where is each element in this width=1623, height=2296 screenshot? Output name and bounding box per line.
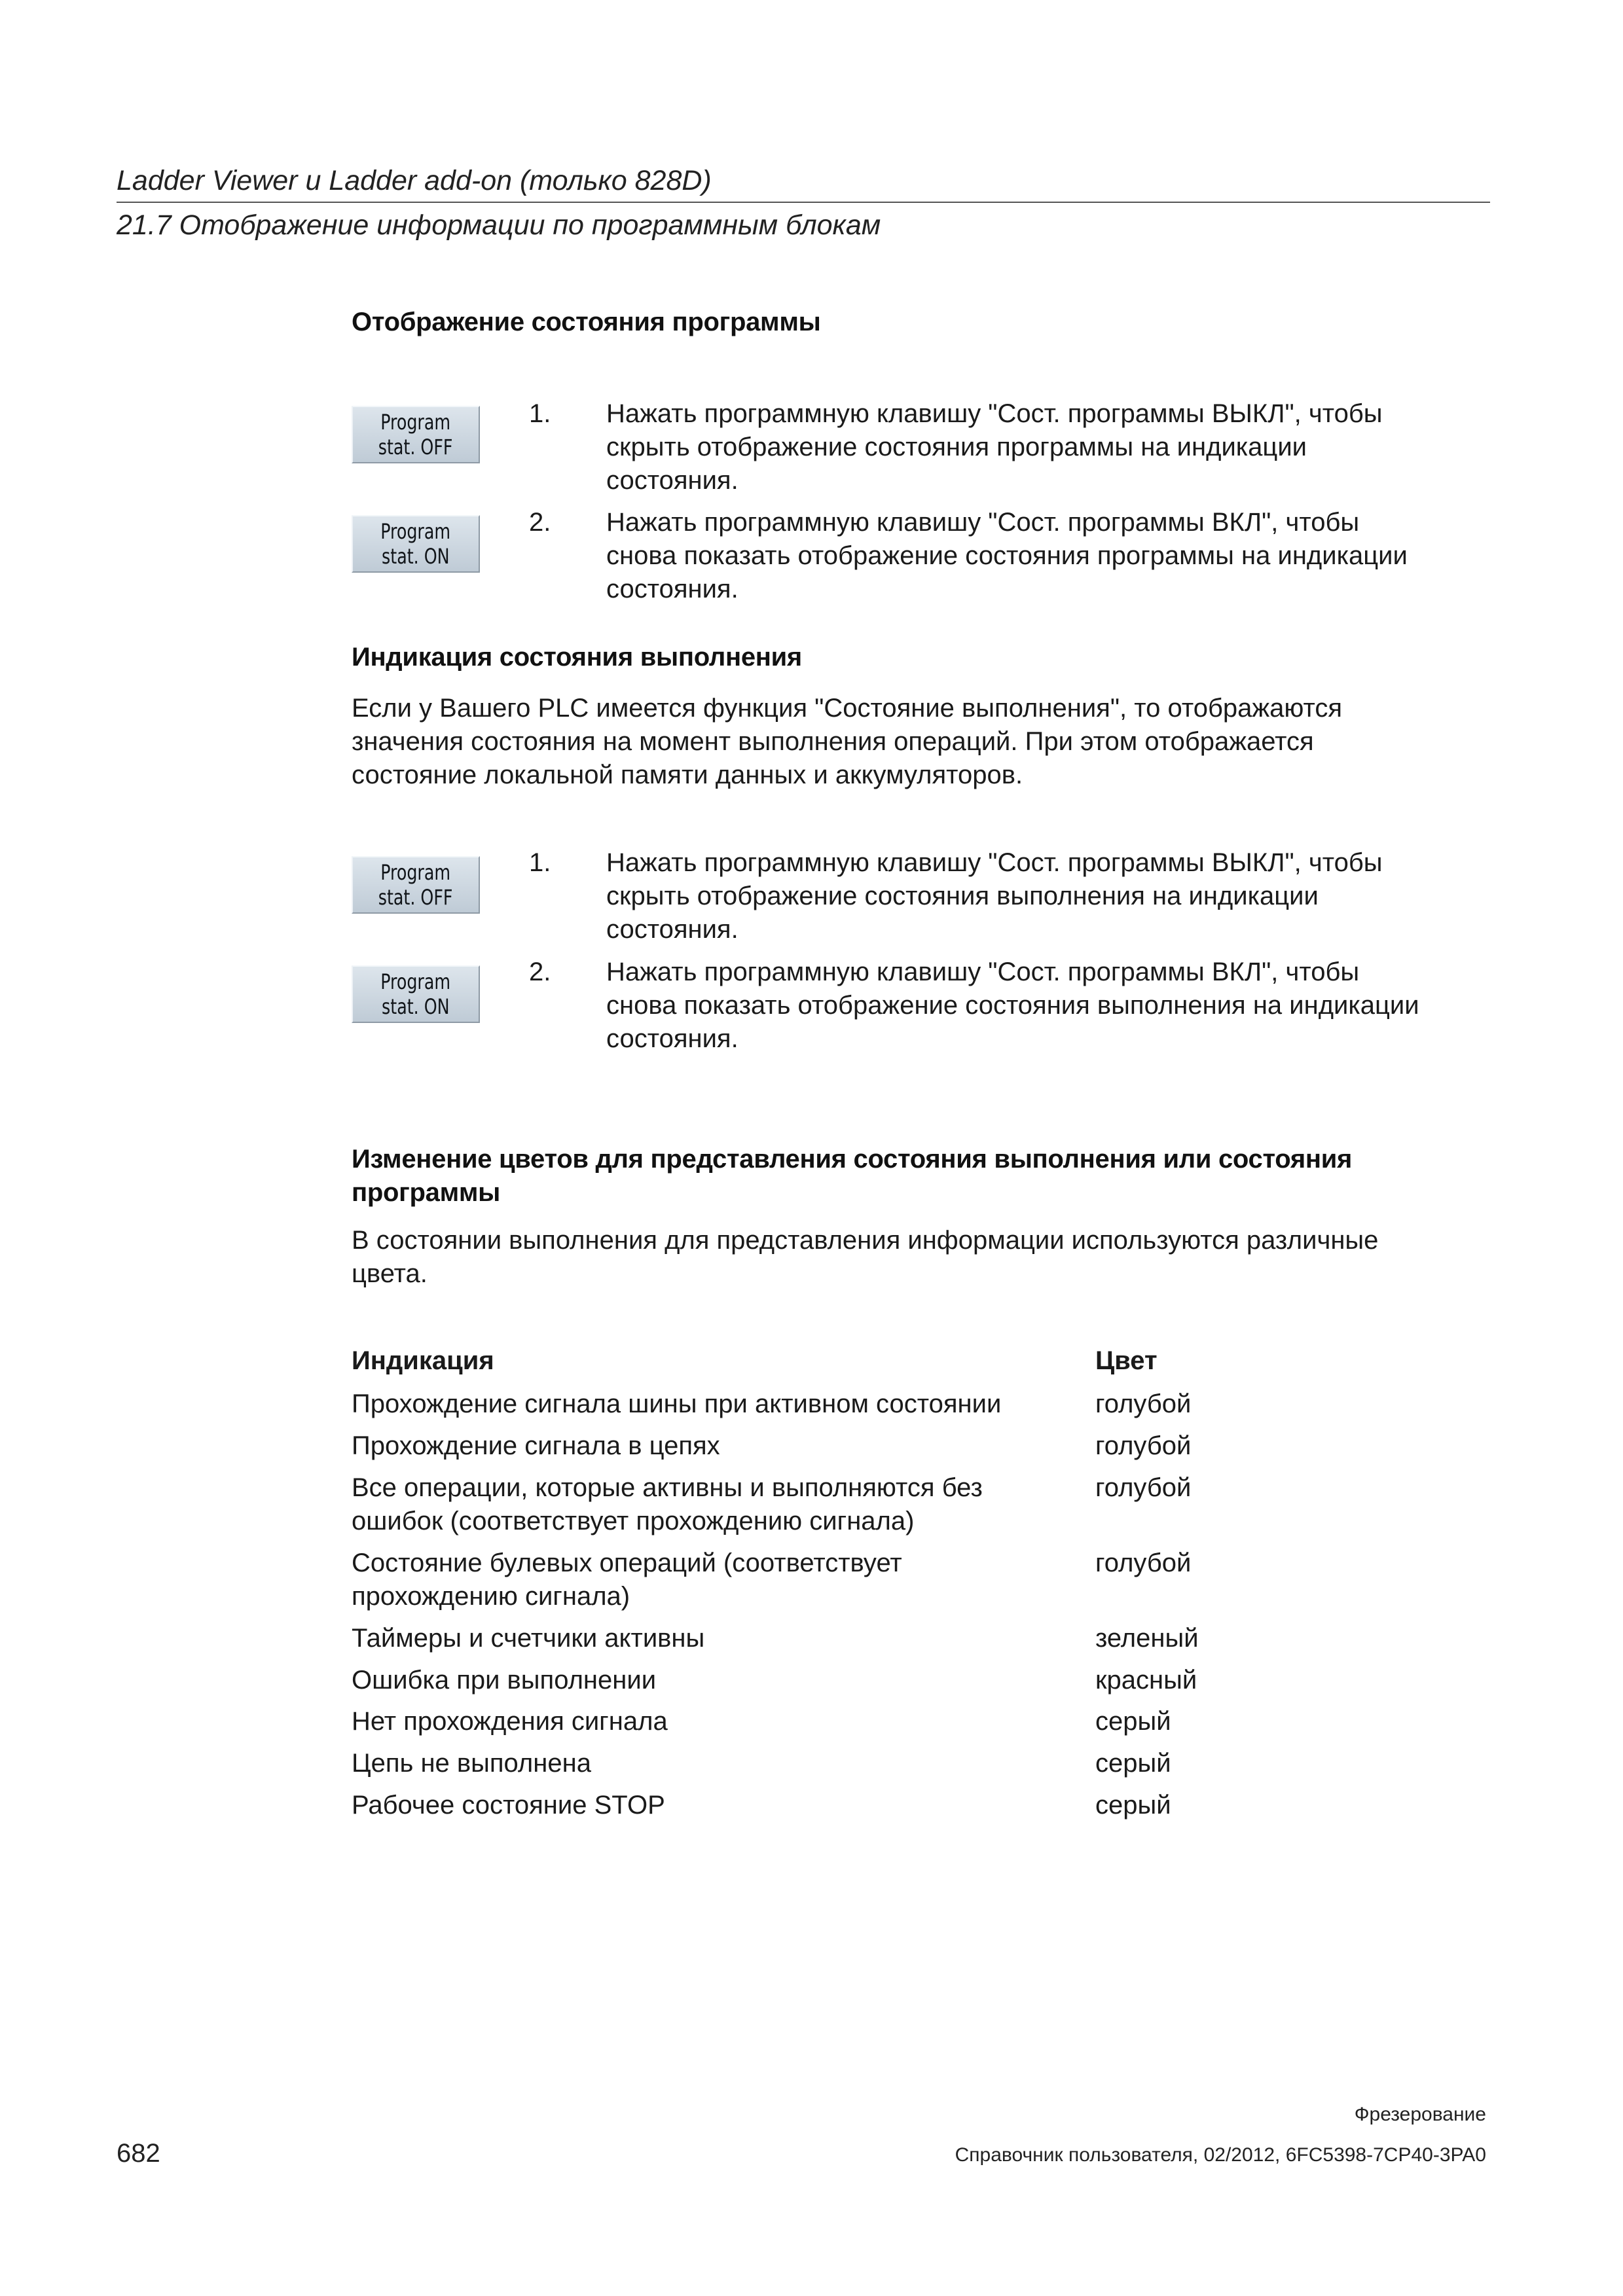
header-rule — [117, 202, 1490, 203]
heading-line: Изменение цветов для представления состояния выполнения или состояния — [352, 1145, 1353, 1174]
softkey-program-stat-on-1[interactable] — [352, 515, 480, 573]
table-cell-indication: Нет прохождения сигнала — [352, 1707, 668, 1736]
step-text — [606, 846, 1383, 946]
softkey-program-stat-on-2[interactable] — [352, 965, 480, 1023]
table-cell-color: голубой — [1095, 1431, 1192, 1460]
cell-line: прохождению сигнала) — [352, 1582, 630, 1611]
softkey-label-line1: Program — [380, 969, 451, 994]
step-line: состояния. — [606, 466, 739, 495]
softkey-program-stat-off-2[interactable] — [352, 856, 480, 914]
paragraph-execution-status — [352, 692, 1342, 792]
step-line: снова показать отображение состояния выполнения на индикации — [606, 991, 1419, 1020]
step-line: Нажать программную клавишу "Сост. программы ВКЛ", чтобы — [606, 508, 1360, 537]
step-line: Нажать программную клавишу "Сост. программы ВЫКЛ", чтобы — [606, 848, 1383, 877]
table-cell-color: голубой — [1095, 1549, 1192, 1577]
table-cell-indication: Таймеры и счетчики активны — [352, 1624, 705, 1653]
step-line: снова показать отображение состояния программы на индикации — [606, 541, 1408, 570]
table-cell-color: зеленый — [1095, 1624, 1199, 1653]
cell-line: ошибок (соответствует прохождению сигнала) — [352, 1507, 915, 1535]
table-cell-color: красный — [1095, 1666, 1197, 1695]
table-cell-color: серый — [1095, 1791, 1171, 1820]
table-cell-color: голубой — [1095, 1473, 1192, 1502]
step-number: 2. — [529, 508, 551, 537]
heading-color-change — [352, 1143, 1352, 1210]
softkey-label-line2: stat. OFF — [378, 435, 453, 459]
table-cell-color: серый — [1095, 1749, 1171, 1778]
table-cell-indication: Ошибка при выполнении — [352, 1666, 657, 1695]
para-line: В состоянии выполнения для представления информации используются различные — [352, 1226, 1379, 1255]
para-line: состояние локальной памяти данных и аккумуляторов. — [352, 761, 1023, 789]
softkey-label-line1: Program — [380, 860, 451, 885]
step-text — [606, 506, 1408, 606]
table-cell-color: голубой — [1095, 1390, 1192, 1418]
table-cell-indication: Прохождение сигнала шины при активном состоянии — [352, 1390, 1002, 1418]
table-cell-color: серый — [1095, 1707, 1171, 1736]
footer-title: Фрезерование — [1354, 2104, 1486, 2125]
table-header-color: Цвет — [1095, 1346, 1158, 1375]
softkey-label-line2: stat. OFF — [378, 885, 453, 910]
table-cell-indication — [352, 1471, 983, 1538]
step-line: состояния. — [606, 915, 739, 944]
step-line: состояния. — [606, 575, 739, 603]
step-number: 1. — [529, 399, 551, 428]
paragraph-color-change — [352, 1224, 1378, 1291]
table-cell-indication: Рабочее состояние STOP — [352, 1791, 665, 1820]
heading-line: программы — [352, 1178, 501, 1207]
step-text — [606, 397, 1383, 497]
step-line: состояния. — [606, 1024, 739, 1053]
step-line: скрыть отображение состояния программы на индикации — [606, 433, 1307, 461]
footer-reference: Справочник пользователя, 02/2012, 6FC5398-7CP40-3PA0 — [955, 2144, 1486, 2166]
section-title: 21.7 Отображение информации по программным блокам — [117, 209, 881, 241]
softkey-label-line1: Program — [380, 410, 451, 435]
step-number: 1. — [529, 848, 551, 877]
cell-line: Состояние булевых операций (соответствует — [352, 1549, 902, 1577]
para-line: Если у Вашего PLC имеется функция "Состояние выполнения", то отображаются — [352, 694, 1343, 723]
table-header-indication: Индикация — [352, 1346, 494, 1375]
step-line: скрыть отображение состояния выполнения на индикации — [606, 882, 1319, 910]
softkey-label-line1: Program — [380, 519, 451, 544]
step-line: Нажать программную клавишу "Сост. программы ВКЛ", чтобы — [606, 958, 1360, 986]
heading-program-status: Отображение состояния программы — [352, 308, 821, 336]
chapter-title: Ladder Viewer и Ladder add-on (только 828D) — [117, 165, 712, 196]
para-line: значения состояния на момент выполнения операций. При этом отображается — [352, 727, 1314, 756]
softkey-label-line2: stat. ON — [382, 994, 450, 1019]
table-cell-indication: Прохождение сигнала в цепях — [352, 1431, 720, 1460]
cell-line: Все операции, которые активны и выполняются без — [352, 1473, 983, 1502]
table-cell-indication — [352, 1547, 902, 1613]
step-number: 2. — [529, 958, 551, 986]
softkey-program-stat-off-1[interactable] — [352, 406, 480, 463]
step-line: Нажать программную клавишу "Сост. программы ВЫКЛ", чтобы — [606, 399, 1383, 428]
table-cell-indication: Цепь не выполнена — [352, 1749, 591, 1778]
page-number: 682 — [117, 2139, 160, 2168]
step-text — [606, 956, 1419, 1056]
para-line: цвета. — [352, 1259, 428, 1288]
softkey-label-line2: stat. ON — [382, 544, 450, 569]
heading-execution-status: Индикация состояния выполнения — [352, 643, 802, 672]
